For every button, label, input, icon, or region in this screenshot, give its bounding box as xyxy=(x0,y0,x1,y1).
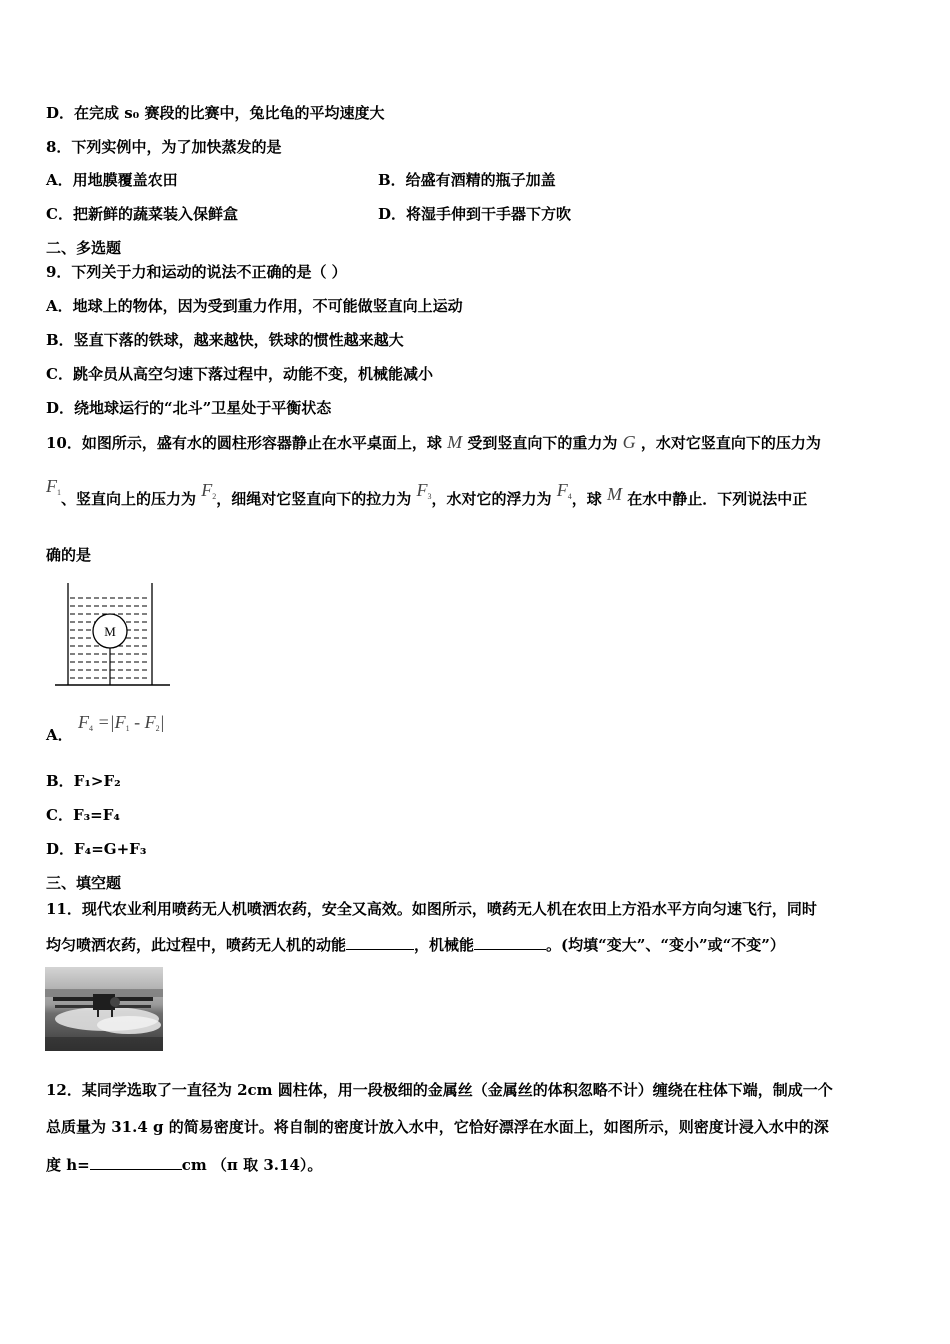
q8-option-a: A．用地膜覆盖农田 xyxy=(46,171,178,189)
q10-line-3: 确的是 xyxy=(46,546,92,564)
q9-option-b: B．竖直下落的铁球，越来越快，铁球的惯性越来越大 xyxy=(46,331,404,349)
q10-text: 在水中静止．下列说法中正 xyxy=(627,490,808,508)
math-F3: F3 xyxy=(416,480,432,501)
q10-line-2 xyxy=(46,476,808,515)
q7-option-d: D．在完成 s₀ 赛段的比赛中，兔比龟的平均速度大 xyxy=(46,104,385,122)
q10-option-c: C．F₃=F₄ xyxy=(46,806,120,824)
q12-line-3 xyxy=(46,1155,322,1175)
answer-blank[interactable] xyxy=(474,935,546,950)
q10-line-1 xyxy=(46,432,821,453)
q8-stem: 8．下列实例中，为了加快蒸发的是 xyxy=(46,138,282,156)
drone-photo xyxy=(45,967,163,1051)
q12-line-1: 12．某同学选取了一直径为 2cm 圆柱体，用一段极细的金属丝（金属丝的体积忽略不计）缠绕在柱体下端，制成一个 xyxy=(46,1081,833,1099)
q11-line-1: 11．现代农业利用喷药无人机喷洒农药，安全又高效。如图所示，喷药无人机在农田上方沿水平方向匀速飞行，同时 xyxy=(46,900,817,918)
q8-row-cd xyxy=(46,204,906,224)
q10-text: 10．如图所示，盛有水的圆柱形容器静止在水平桌面上，球 xyxy=(46,434,442,452)
ball-label: M xyxy=(104,624,116,639)
math-F4: F4 xyxy=(556,480,572,501)
q9-option-c: C．跳伞员从高空匀速下落过程中，动能不变，机械能减小 xyxy=(46,365,433,383)
q10-text: 受到竖直向下的重力为 xyxy=(467,434,618,452)
q8-option-c: C．把新鲜的蔬菜装入保鲜盒 xyxy=(46,205,238,223)
q10-text: ，水对它竖直向下的压力为 xyxy=(640,434,821,452)
q11-text: 均匀喷洒农药，此过程中，喷药无人机的动能 xyxy=(46,936,347,954)
q12-text: 度 h= xyxy=(46,1156,90,1174)
q9-option-a: A．地球上的物体，因为受到重力作用，不可能做竖直向上运动 xyxy=(46,297,463,315)
container-figure xyxy=(50,578,175,690)
q11-text: ，机械能 xyxy=(414,936,475,954)
q9-stem: 9．下列关于力和运动的说法不正确的是（ ） xyxy=(46,263,347,281)
math-G: G xyxy=(622,432,636,452)
q10-option-d: D．F₄=G+F₃ xyxy=(46,840,147,858)
q8-option-d: D．将湿手伸到干手器下方吹 xyxy=(378,205,572,223)
math-M: M xyxy=(607,484,622,504)
section-multiple-choice: 二、多选题 xyxy=(46,239,122,257)
section-fill-in: 三、填空题 xyxy=(46,874,122,892)
q9-option-d: D．绕地球运行的“北斗”卫星处于平衡状态 xyxy=(46,399,332,417)
answer-blank[interactable] xyxy=(90,1155,182,1170)
q10-text: ，球 xyxy=(571,490,602,508)
q11-text: 。(均填“变大”、“变小”或“不变”） xyxy=(546,936,785,954)
q12-text: cm （π 取 3.14）。 xyxy=(181,1156,323,1174)
q10-option-a-formula: F4 =|F1 - F2| xyxy=(78,712,165,733)
math-F2: F2 xyxy=(201,480,217,501)
math-F1: F1 xyxy=(46,476,61,497)
q10-option-a-label: A． xyxy=(46,726,73,744)
answer-blank[interactable] xyxy=(346,935,414,950)
q10-option-b: B．F₁>F₂ xyxy=(46,772,121,790)
q8-option-b: B．给盛有酒精的瓶子加盖 xyxy=(378,171,556,189)
q10-text: ，细绳对它竖直向下的拉力为 xyxy=(216,490,412,508)
q8-row-ab xyxy=(46,170,906,190)
q11-line-2 xyxy=(46,935,785,955)
math-M: M xyxy=(447,432,463,452)
q12-line-2: 总质量为 31.4 g 的简易密度计。将自制的密度计放入水中，它恰好漂浮在水面上，如图所示，则密度计浸入水中的深 xyxy=(46,1118,829,1136)
q10-text: 、竖直向上的压力为 xyxy=(61,490,197,508)
q10-text: ，水对它的浮力为 xyxy=(431,490,552,508)
